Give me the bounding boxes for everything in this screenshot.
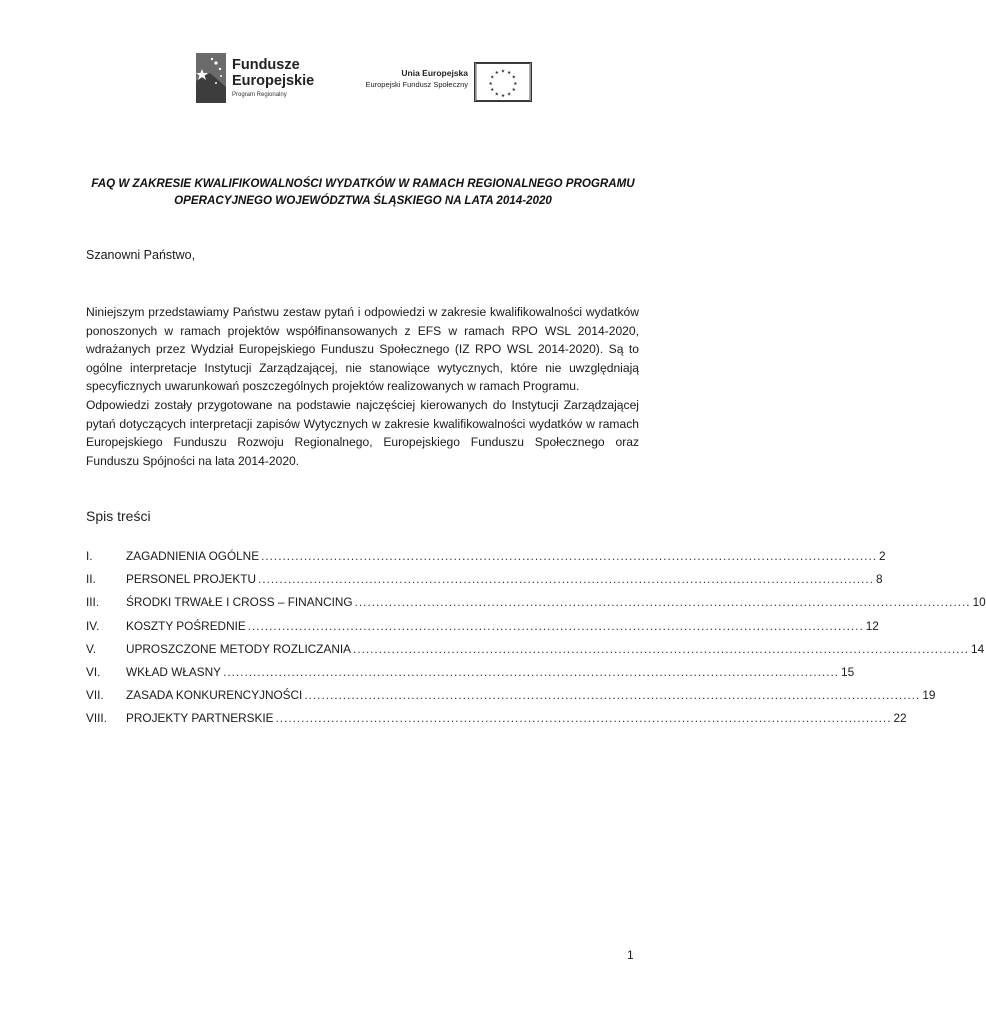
greeting: Szanowni Państwo, — [86, 248, 196, 262]
logo-right-line1: Unia Europejska — [401, 68, 468, 78]
logo-left-line1: Fundusze — [232, 57, 300, 73]
toc-item-projekty-partnerskie[interactable] — [86, 711, 907, 734]
toc-dot-leader: ................................................................................................................................................ — [354, 595, 971, 610]
toc-item-zasada-konkurencyjnosci[interactable] — [86, 688, 936, 711]
toc-dot-leader: ................................................................................................................................................ — [261, 549, 878, 563]
toc-item-number: I. — [86, 549, 93, 563]
intro-paragraph: Niniejszym przedstawiamy Państwu zestaw pytań i odpowiedzi w zakresie kwalifikowalności wydatków ponoszonych w ramach projektów współfinansowanych z EFS w ramach RPO WSL 2014-2020, wdrażanych przez Wydział Europejskiego Funduszu Społecznego (IZ RPO WSL 2014-2020). Są to ogólne interpretacje Instytucji Zarządzającej, nie stanowiące wytycznych, które nie uwzględniają specyficznych uwarunkowań poszczególnych projektów realizowanych w ramach Programu. — [86, 305, 639, 393]
page-number: 1 — [627, 948, 634, 962]
toc-item-label: PERSONEL PROJEKTU — [126, 572, 257, 587]
toc-heading: Spis treści — [86, 508, 151, 524]
toc-item-zagadnienia-ogolne[interactable] — [86, 549, 886, 572]
toc-item-page: 14 — [971, 641, 985, 656]
eu-flag-icon — [474, 62, 532, 102]
svg-text:★: ★ — [494, 71, 499, 77]
document-title — [70, 175, 656, 209]
toc-item-page: 10 — [972, 595, 986, 610]
toc-item-label: ZAGADNIENIA OGÓLNE — [126, 549, 260, 563]
toc-item-srodki-trwale[interactable] — [86, 595, 986, 618]
toc-item-koszty-posrednie[interactable] — [86, 618, 879, 642]
toc-item-number: IV. — [86, 618, 100, 633]
svg-text:★: ★ — [513, 81, 518, 87]
toc-item-page: 8 — [875, 572, 883, 587]
title-line2: OPERACYJNEGO WOJEWÓDZTWA ŚLĄSKIEGO NA LATA 2014-2020 — [174, 194, 552, 207]
toc-dot-leader: ................................................................................................................................................ — [258, 572, 874, 587]
table-of-contents — [86, 549, 986, 735]
logo-right-line2: Europejski Fundusz Społeczny — [365, 80, 468, 89]
svg-text:★: ★ — [500, 94, 506, 100]
toc-item-number: V. — [86, 641, 97, 656]
fundusze-europejskie-star-icon — [196, 53, 226, 103]
toc-item-label: ŚRODKI TRWAŁE I CROSS – FINANCING — [126, 595, 353, 610]
toc-item-page: 19 — [922, 688, 936, 703]
svg-text:★: ★ — [511, 75, 516, 81]
svg-text:★: ★ — [500, 69, 506, 75]
toc-dot-leader: ................................................................................................................................................ — [275, 711, 892, 726]
unia-europejska-logo — [350, 62, 532, 104]
title-line1: FAQ W ZAKRESIE KWALIFIKOWALNOŚCI WYDATKÓW W RAMACH REGIONALNEGO PROGRAMU — [91, 177, 635, 190]
toc-item-number: VIII. — [86, 711, 107, 726]
toc-dot-leader: ................................................................................................................................................ — [223, 664, 840, 679]
toc-dot-leader: ................................................................................................................................................ — [247, 618, 864, 633]
svg-text:★: ★ — [490, 75, 495, 81]
toc-item-wklad-wlasny[interactable] — [86, 664, 855, 688]
svg-text:★: ★ — [494, 92, 499, 98]
toc-item-number: II. — [86, 572, 96, 587]
toc-item-label: ZASADA KONKURENCYJNOŚCI — [126, 688, 303, 703]
fundusze-europejskie-logo — [196, 53, 316, 105]
logo-left-line2: Europejskie — [232, 73, 315, 89]
toc-item-label: WKŁAD WŁASNY — [126, 664, 222, 679]
toc-dot-leader: ................................................................................................................................................ — [353, 641, 970, 656]
toc-item-number: VI. — [86, 664, 101, 679]
toc-item-label: PROJEKTY PARTNERSKIE — [126, 711, 274, 726]
svg-text:★: ★ — [488, 81, 493, 87]
toc-item-personel-projektu[interactable] — [86, 572, 883, 595]
toc-item-number: VII. — [86, 688, 104, 703]
toc-item-page: 2 — [879, 549, 886, 563]
svg-text:★: ★ — [490, 88, 495, 94]
sources-paragraph: Odpowiedzi zostały przygotowane na podstawie najczęściej kierowanych do Instytucji Zarządzającej pytań dotyczących interpretacji zapisów Wytycznych w zakresie kwalifikowalności wydatków w ramach Europejskiego Funduszu Rozwoju Regionalnego, Europejskiego Funduszu Społecznego oraz Funduszu Spójności na lata 2014-2020. — [86, 398, 639, 468]
toc-item-label: KOSZTY POŚREDNIE — [126, 618, 246, 633]
toc-item-label: UPROSZCZONE METODY ROZLICZANIA — [126, 641, 352, 656]
svg-text:★: ★ — [511, 88, 516, 94]
toc-item-number: III. — [86, 595, 100, 610]
toc-dot-leader: ................................................................................................................................................ — [304, 688, 921, 703]
toc-item-page: 15 — [841, 664, 855, 679]
logo-left-line3: Program Regionalny — [232, 92, 287, 98]
toc-item-page: 12 — [865, 618, 879, 633]
toc-item-page: 22 — [893, 711, 907, 726]
toc-item-uproszczone-metody[interactable] — [86, 641, 985, 665]
svg-text:★: ★ — [507, 71, 512, 77]
svg-text:★: ★ — [507, 92, 512, 98]
